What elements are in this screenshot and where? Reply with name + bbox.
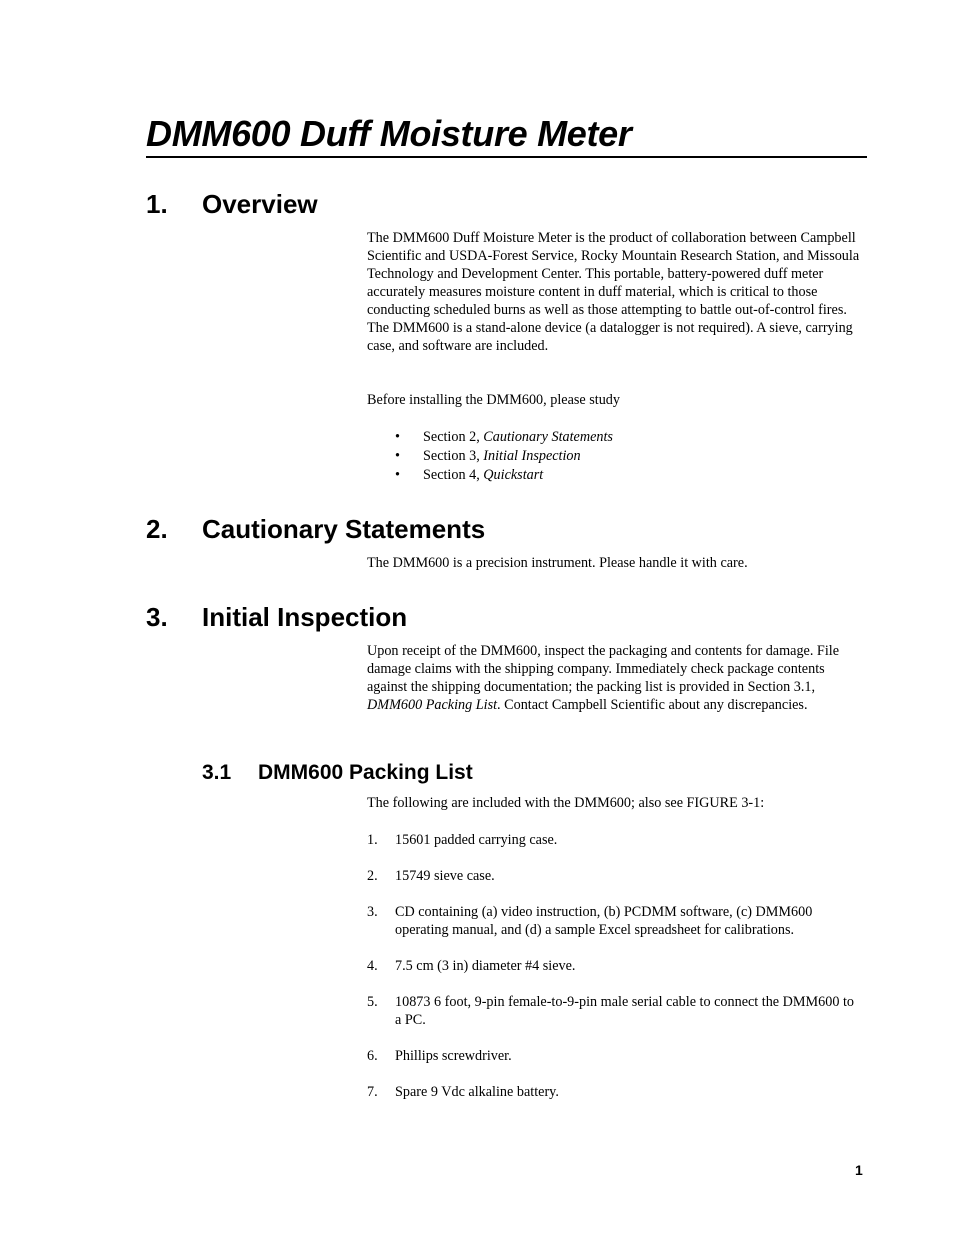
document-title: DMM600 Duff Moisture Meter bbox=[146, 113, 632, 154]
section-title: Initial Inspection bbox=[202, 602, 408, 632]
list-item bbox=[367, 1047, 863, 1065]
inspection-text: Upon receipt of the DMM600, inspect the packaging and contents for damage. File damage claims with the shipping company. Immediately check package contents against the shipping documentation; the packing list is provided in Section 3.1, bbox=[367, 643, 839, 695]
list-item bbox=[395, 447, 613, 466]
subsection-number: 3.1 bbox=[202, 761, 232, 784]
bullet-icon: • bbox=[395, 467, 400, 483]
list-item bbox=[395, 466, 613, 485]
list-item bbox=[367, 867, 863, 885]
list-item bbox=[367, 993, 863, 1029]
list-item-number: 1. bbox=[367, 832, 378, 848]
section-number: 3. bbox=[146, 602, 168, 632]
study-intro: Before installing the DMM600, please study bbox=[367, 392, 620, 408]
inspection-paragraph bbox=[367, 642, 863, 714]
section-number: 2. bbox=[146, 514, 168, 544]
list-item bbox=[367, 903, 863, 939]
list-item-text: Phillips screwdriver. bbox=[395, 1048, 512, 1064]
list-item-prefix: Section 3, bbox=[423, 448, 484, 464]
section-reference: Initial Inspection bbox=[483, 448, 581, 464]
list-item-text: 15601 padded carrying case. bbox=[395, 832, 558, 848]
packing-list-intro: The following are included with the DMM600; also see FIGURE 3-1: bbox=[367, 795, 765, 811]
list-item-text: Spare 9 Vdc alkaline battery. bbox=[395, 1084, 559, 1100]
section-heading-inspection bbox=[146, 601, 646, 633]
section-title: Cautionary Statements bbox=[202, 514, 486, 544]
study-list bbox=[395, 428, 613, 485]
list-item bbox=[367, 1083, 863, 1101]
inspection-text-end: . Contact Campbell Scientific about any discrepancies. bbox=[497, 697, 808, 713]
section-heading-overview bbox=[146, 188, 546, 220]
list-item-number: 4. bbox=[367, 958, 378, 974]
section-reference: Quickstart bbox=[483, 467, 544, 483]
list-item-number: 6. bbox=[367, 1048, 378, 1064]
page-number: 1 bbox=[855, 1162, 863, 1178]
bullet-icon: • bbox=[395, 448, 400, 464]
inspection-body bbox=[367, 642, 863, 714]
section-number: 1. bbox=[146, 189, 168, 219]
bullet-icon: • bbox=[395, 429, 400, 445]
list-item-prefix: Section 4, bbox=[423, 467, 484, 483]
list-item-number: 3. bbox=[367, 904, 378, 920]
list-item bbox=[367, 957, 863, 975]
list-item-prefix: Section 2, bbox=[423, 429, 484, 445]
list-item-number: 5. bbox=[367, 994, 378, 1010]
section-heading-cautionary bbox=[146, 513, 646, 545]
list-item-number: 7. bbox=[367, 1084, 378, 1100]
title-rule bbox=[146, 156, 867, 158]
list-item bbox=[395, 428, 613, 447]
section-reference: DMM600 Packing List bbox=[367, 697, 498, 713]
cautionary-paragraph: The DMM600 is a precision instrument. Please handle it with care. bbox=[367, 555, 748, 571]
section-title: Overview bbox=[202, 189, 318, 219]
packing-list bbox=[367, 831, 863, 1119]
list-item-text: CD containing (a) video instruction, (b) PCDMM software, (c) DMM600 operating manual, and (d) a sample Excel spreadsheet for calibrations. bbox=[395, 904, 813, 938]
list-item-text: 10873 6 foot, 9-pin female-to-9-pin male serial cable to connect the DMM600 to a PC. bbox=[395, 994, 854, 1028]
subsection-title: DMM600 Packing List bbox=[258, 761, 473, 784]
subsection-heading-packing-list bbox=[202, 760, 602, 786]
list-item bbox=[367, 831, 863, 849]
overview-paragraph: The DMM600 Duff Moisture Meter is the product of collaboration between Campbell Scientific and USDA-Forest Service, Rocky Mountain Research Station, and Missoula Technology and Development Center. This portable, battery-powered duff meter accurately measures moisture content in duff material, which is critical to those conducting scheduled burns as well as those attempting to battle out-of-control fires. The DMM600 is a stand-alone device (a datalogger is not required). A sieve, carrying case, and software are included. bbox=[367, 230, 860, 354]
list-item-number: 2. bbox=[367, 868, 378, 884]
list-item-text: 15749 sieve case. bbox=[395, 868, 495, 884]
section-reference: Cautionary Statements bbox=[483, 429, 613, 445]
list-item-text: 7.5 cm (3 in) diameter #4 sieve. bbox=[395, 958, 576, 974]
overview-body bbox=[367, 229, 863, 355]
